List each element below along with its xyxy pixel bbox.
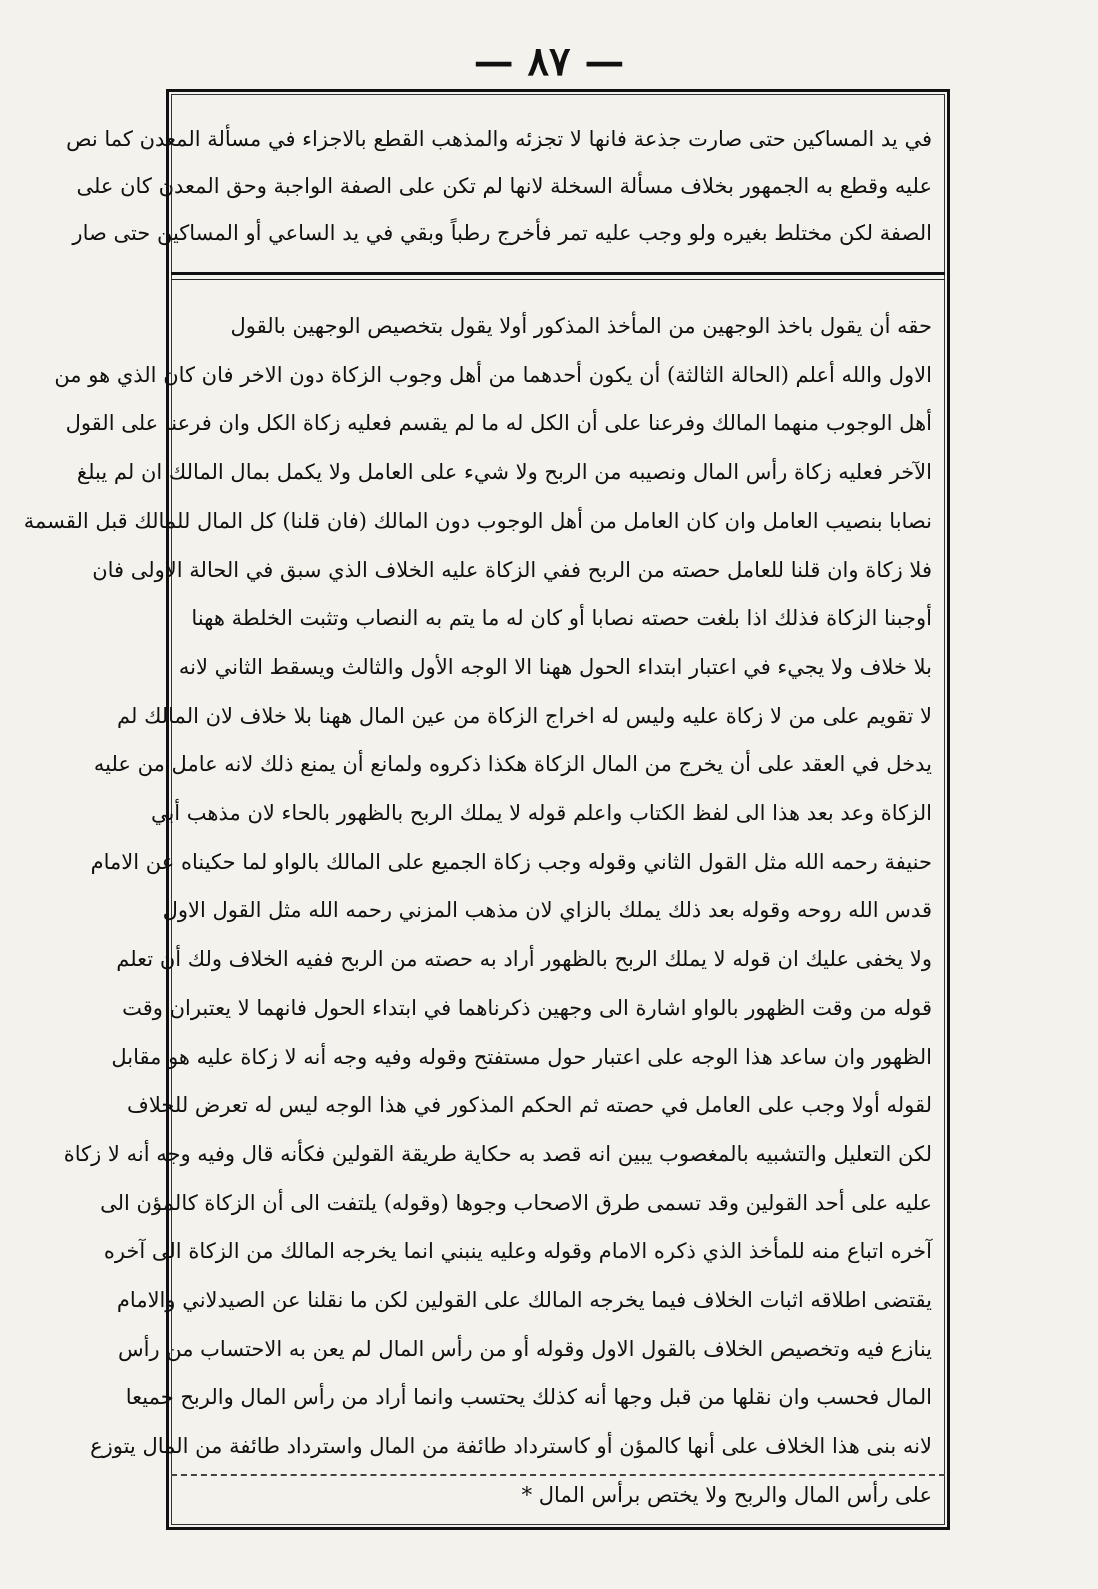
commentary-text-block	[23, 302, 932, 1520]
footer-rule	[171, 1474, 945, 1476]
text-line: ولا يخفى عليك ان قوله لا يملك الربح بالظهور أراد به حصته من الربح ففيه الخلاف ولك أن تعلم	[116, 947, 932, 972]
text-line: حنيفة رحمه الله مثل القول الثاني وقوله وجب زكاة الجميع على المالك بالواو لما حكيناه عن الامام	[90, 849, 932, 874]
text-line: آخره اتباع منه للمأخذ الذي ذكره الامام وقوله وعليه ينبني انما يخرجه المالك من الزكاة الى آخره	[103, 1239, 932, 1264]
text-line: على رأس المال والربح ولا يختص برأس المال *	[521, 1482, 932, 1507]
text-line: قوله من وقت الظهور بالواو اشارة الى وجهين ذكرناهما في ابتداء الحول فانهما لا يعتبران وقت	[122, 995, 932, 1020]
text-line: نصابا بنصيب العامل وان كان العامل من أهل الوجوب دون المالك (فان قلنا) كل المال للمالك قبل القسمة	[23, 508, 932, 533]
text-line: عليه وقطع به الجمهور بخلاف مسألة السخلة لانها لم تكن على الصفة الواجبة وحق المعدن كان على	[76, 174, 932, 198]
section-separator-thin	[171, 279, 945, 280]
text-line: لا تقويم على من لا زكاة عليه وليس له اخراج الزكاة من عين المال ههنا بلا خلاف لان المالك لم	[117, 703, 932, 728]
text-line: أهل الوجوب منهما المالك وفرعنا على أن الكل له ما لم يقسم فعليه زكاة الكل وان فرعنا على القول	[65, 411, 932, 436]
text-line: في يد المساكين حتى صارت جذعة فانها لا تجزئه والمذهب القطع بالاجزاء في مسألة المعدن كما نص	[66, 127, 932, 151]
previous-text-block	[66, 116, 932, 257]
text-line: ينازع فيه وتخصيص الخلاف بالقول الاول وقوله أو من رأس المال لم يعن به الاحتساب من رأس	[117, 1336, 932, 1361]
text-line: الظهور وان ساعد هذا الوجه على اعتبار حول مستفتح وقوله وفيه وجه أنه لا زكاة عليه هو مقابل	[111, 1044, 932, 1069]
text-line: المال فحسب وان نقلها من قبل وجها أنه كذلك يحتسب وانما أراد من رأس المال والربح جميعا	[125, 1385, 932, 1410]
text-line: الآخر فعليه زكاة رأس المال ونصيبه من الربح ولا شيء على العامل ولا يكمل بمال المالك ان لم يبلغ	[76, 460, 932, 485]
text-line: حقه أن يقول باخذ الوجهين من المأخذ المذكور أولا يقول بتخصيص الوجهين بالقول	[230, 314, 932, 338]
text-line: الاول والله أعلم (الحالة الثالثة) أن يكون أحدهما من أهل وجوب الزكاة دون الاخر فان كان الذي هو من	[54, 362, 932, 387]
section-separator	[171, 272, 945, 275]
text-line: بلا خلاف ولا يجيء في اعتبار ابتداء الحول ههنا الا الوجه الأول والثالث ويسقط الثاني لانه	[178, 654, 932, 679]
page-number: — ٨٧ —	[473, 38, 625, 85]
text-line: أوجبنا الزكاة فذلك اذا بلغت حصته نصابا أو كان له ما يتم به النصاب وتثبت الخلطة ههنا	[191, 606, 932, 631]
text-line: يدخل في العقد على أن يخرج من المال الزكاة هكذا ذكروه ولمانع أن يمنع ذلك لانه عامل من عليه	[93, 752, 932, 777]
text-line: الصفة لكن مختلط بغيره ولو وجب عليه تمر فأخرج رطباً وبقي في يد الساعي أو المساكين حتى صار	[72, 221, 932, 245]
text-line: قدس الله روحه وقوله بعد ذلك يملك بالزاي لان مذهب المزني رحمه الله مثل القول الاول	[162, 898, 932, 923]
text-line: لقوله أولا وجب على العامل في حصته ثم الحكم المذكور في هذا الوجه ليس له تعرض للخلاف	[127, 1093, 932, 1118]
text-line: يقتضى اطلاقه اثبات الخلاف فيما يخرجه المالك على القولين لكن ما نقلنا عن الصيدلاني والامام	[116, 1288, 932, 1313]
text-line: فلا زكاة وان قلنا للعامل حصته من الربح ففي الزكاة عليه الخلاف الذي سبق في الحالة الاولى فان	[92, 557, 932, 582]
text-line: الزكاة وعد بعد هذا الى لفظ الكتاب واعلم قوله لا يملك الربح بالظهور بالحاء لان مذهب أبي	[150, 801, 932, 826]
text-line: عليه على أحد القولين وقد تسمى طرق الاصحاب وجوها (وقوله) يلتفت الى أن الزكاة كالمؤن الى	[100, 1190, 932, 1215]
text-line: لانه بنى هذا الخلاف على أنها كالمؤن أو كاسترداد طائفة من المال واسترداد طائفة من المال يتوزع	[90, 1434, 932, 1459]
text-line: لكن التعليل والتشبيه بالمغصوب يبين انه قصد به حكاية طريقة القولين فكأنه قال وفيه وجه أنه لا زكاة	[63, 1141, 932, 1166]
